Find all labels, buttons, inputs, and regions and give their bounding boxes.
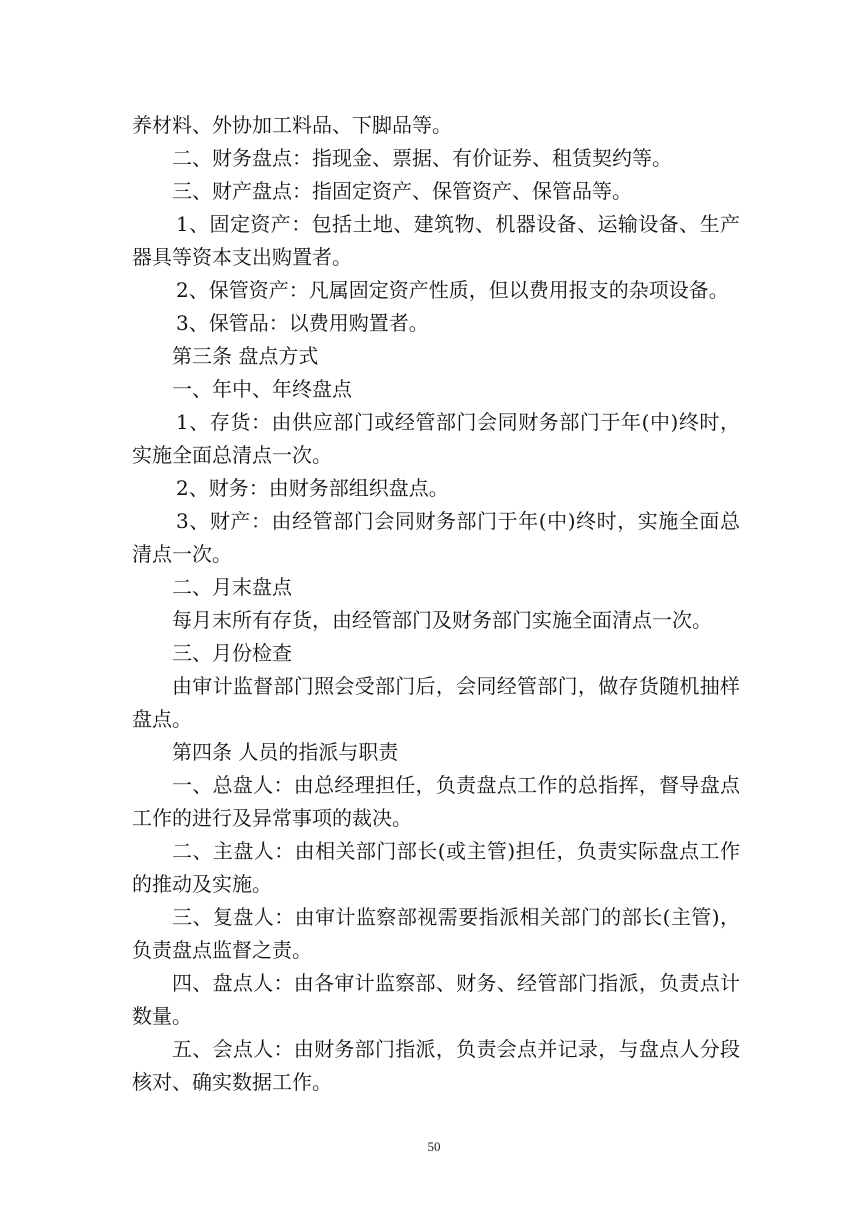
paragraph-monthly-check: 三、月份检查 bbox=[172, 641, 292, 665]
paragraph-co-counter: 五、会点人：由财务部门指派，负责会点并记录，与盘点人分段核对、确实数据工作。 bbox=[132, 1037, 740, 1094]
page-number: 50 bbox=[427, 1139, 441, 1154]
paragraph-main-counter: 二、主盘人：由相关部门部长(或主管)担任，负责实际盘点工作的推动及实施。 bbox=[132, 839, 740, 896]
paragraph-custody-items: 3、保管品：以费用购置者。 bbox=[176, 311, 429, 335]
paragraph-monthly-stock: 每月末所有存货，由经管部门及财务部门实施全面清点一次。 bbox=[172, 608, 712, 632]
paragraph-property-inventory: 三、财产盘点：指固定资产、保管资产、保管品等。 bbox=[172, 179, 632, 203]
document-body bbox=[132, 109, 740, 1099]
paragraph-chief-counter: 一、总盘人：由总经理担任，负责盘点工作的总指挥，督导盘点工作的进行及异常事项的裁决。 bbox=[132, 773, 740, 830]
paragraph-finance: 2、财务：由财务部组织盘点。 bbox=[176, 476, 449, 500]
paragraph-reviewer: 三、复盘人：由审计监察部视需要指派相关部门的部长(主管)，负责盘点监督之责。 bbox=[132, 905, 740, 962]
article-3-heading: 第三条 盘点方式 bbox=[172, 344, 319, 368]
paragraph-fixed-assets: 1、固定资产：包括土地、建筑物、机器设备、运输设备、生产器具等资本支出购置者。 bbox=[132, 212, 740, 269]
paragraph-year-end-inventory: 一、年中、年终盘点 bbox=[172, 377, 352, 401]
paragraph-random-sampling: 由审计监督部门照会受部门后，会同经管部门，做存货随机抽样盘点。 bbox=[132, 674, 740, 731]
paragraph-property: 3、财产：由经管部门会同财务部门于年(中)终时，实施全面总清点一次。 bbox=[132, 509, 740, 566]
paragraph-stock: 1、存货：由供应部门或经管部门会同财务部门于年(中)终时，实施全面总清点一次。 bbox=[132, 410, 740, 467]
paragraph-financial-inventory: 二、财务盘点：指现金、票据、有价证券、租赁契约等。 bbox=[172, 146, 672, 170]
article-4-heading: 第四条 人员的指派与职责 bbox=[172, 740, 399, 764]
paragraph-counter: 四、盘点人：由各审计监察部、财务、经管部门指派，负责点计数量。 bbox=[132, 971, 740, 1028]
paragraph-custody-assets: 2、保管资产：凡属固定资产性质，但以费用报支的杂项设备。 bbox=[176, 278, 729, 302]
paragraph-month-end-inventory: 二、月末盘点 bbox=[172, 575, 292, 599]
paragraph-continuation: 养材料、外协加工料品、下脚品等。 bbox=[132, 113, 452, 137]
